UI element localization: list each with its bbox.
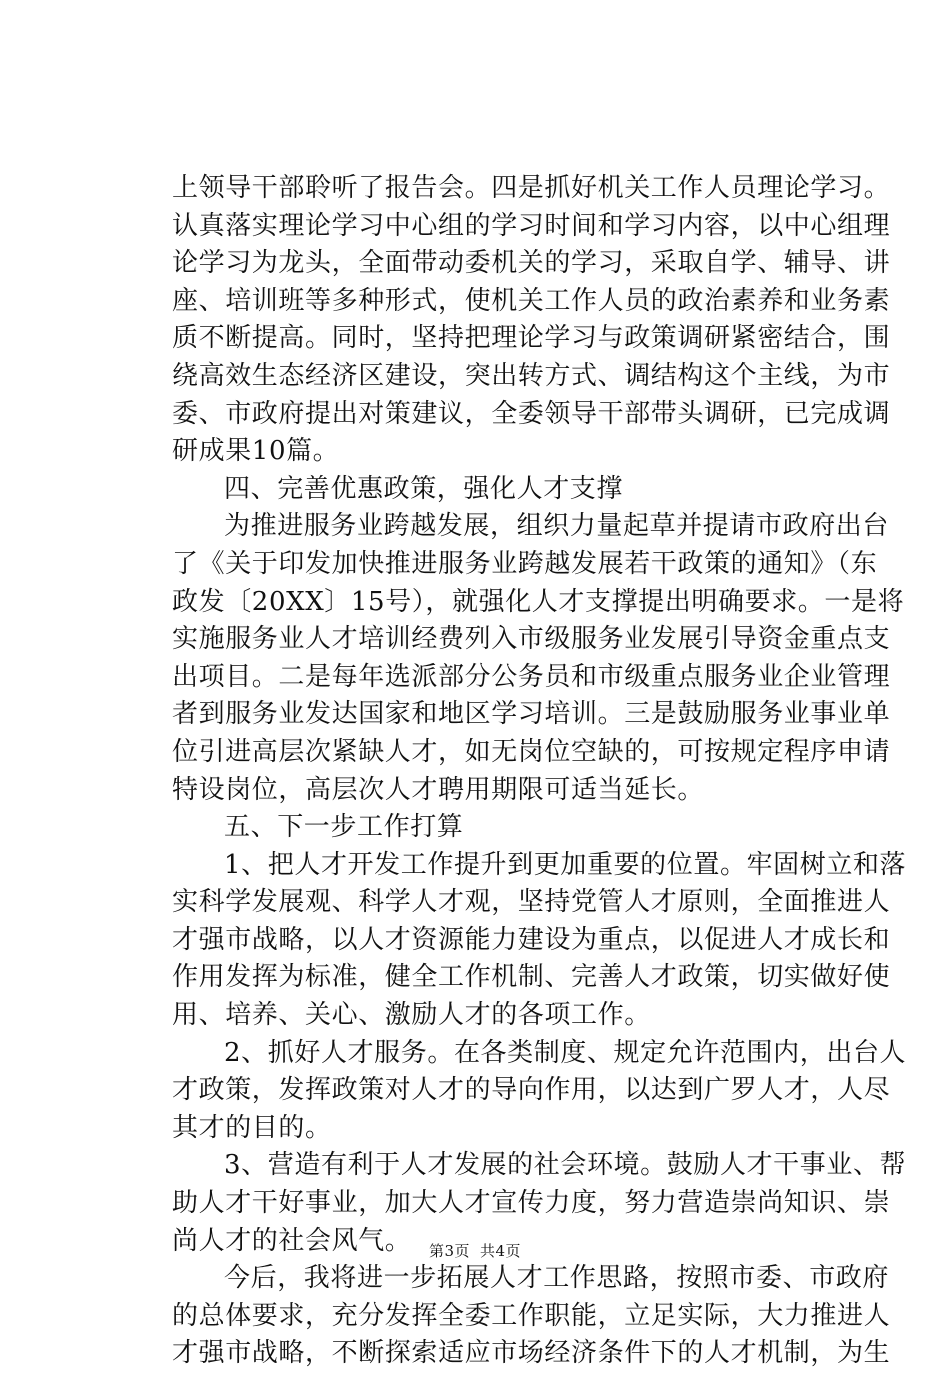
text-line: 实科学发展观、科学人才观，坚持党管人才原则，全面推进人 (172, 887, 891, 918)
text-line: 五、下一步工作打算 (224, 812, 464, 843)
text-line: 今后，我将进一步拓展人才工作思路，按照市委、市政府 (224, 1263, 890, 1294)
document-body (172, 170, 907, 1373)
text-line: 尚人才的社会风气。 (172, 1225, 412, 1256)
text-line: 四、完善优惠政策，强化人才支撑 (224, 473, 624, 504)
text-line: 认真落实理论学习中心组的学习时间和学习内容，以中心组理 (172, 210, 891, 241)
text-line: 的总体要求，充分发挥全委工作职能，立足实际，大力推进人 (172, 1300, 891, 1331)
text-line: 实施服务业人才培训经费列入市级服务业发展引导资金重点支 (172, 624, 891, 655)
text-line: 助人才干好事业，加大人才宣传力度，努力营造崇尚知识、崇 (172, 1188, 891, 1219)
text-line: 委、市政府提出对策建议，全委领导干部带头调研，已完成调 (172, 398, 891, 429)
text-line: 用、培养、关心、激励人才的各项工作。 (172, 1000, 651, 1031)
text-line: 才强市战略，不断探索适应市场经济条件下的人才机制，为生 (172, 1338, 891, 1369)
page-number: 第3页 (428, 1242, 470, 1260)
text-line: 论学习为龙头，全面带动委机关的学习，采取自学、辅导、讲 (172, 248, 891, 279)
text-line: 3、营造有利于人才发展的社会环境。鼓励人才干事业、帮 (224, 1150, 907, 1181)
text-line: 才强市战略，以人才资源能力建设为重点，以促进人才成长和 (172, 924, 891, 955)
text-line: 者到服务业发达国家和地区学习培训。三是鼓励服务业事业单 (172, 699, 891, 730)
text-line: 绕高效生态经济区建设，突出转方式、调结构这个主线，为市 (172, 360, 891, 391)
page-total: 共4页 (480, 1242, 522, 1260)
text-line: 上领导干部聆听了报告会。四是抓好机关工作人员理论学习。 (172, 173, 891, 203)
text-line: 了《关于印发加快推进服务业跨越发展若干政策的通知》（东 (172, 548, 878, 579)
text-line: 1、把人才开发工作提升到更加重要的位置。牢固树立和落 (224, 849, 907, 880)
text-line: 为推进服务业跨越发展，组织力量起草并提请市政府出台 (224, 511, 890, 542)
text-line: 特设岗位，高层次人才聘用期限可适当延长。 (172, 774, 705, 805)
text-line: 质不断提高。同时，坚持把理论学习与政策调研紧密结合，围 (172, 323, 891, 354)
text-line: 其才的目的。 (172, 1112, 332, 1143)
text-line: 政发〔20XX〕15号），就强化人才支撑提出明确要求。一是将 (172, 586, 905, 617)
text-line: 作用发挥为标准，健全工作机制、完善人才政策，切实做好使 (172, 962, 891, 993)
text-line: 才政策，发挥政策对人才的导向作用，以达到广罗人才，人尽 (172, 1075, 891, 1106)
text-line: 出项目。二是每年选派部分公务员和市级重点服务业企业管理 (172, 661, 891, 692)
page-footer (0, 1241, 950, 1261)
text-line: 研成果10篇。 (172, 436, 340, 467)
text-line: 座、培训班等多种形式，使机关工作人员的政治素养和业务素 (172, 285, 891, 316)
text-line: 位引进高层次紧缺人才，如无岗位空缺的，可按规定程序申请 (172, 736, 891, 767)
text-line: 2、抓好人才服务。在各类制度、规定允许范围内，出台人 (224, 1037, 907, 1068)
